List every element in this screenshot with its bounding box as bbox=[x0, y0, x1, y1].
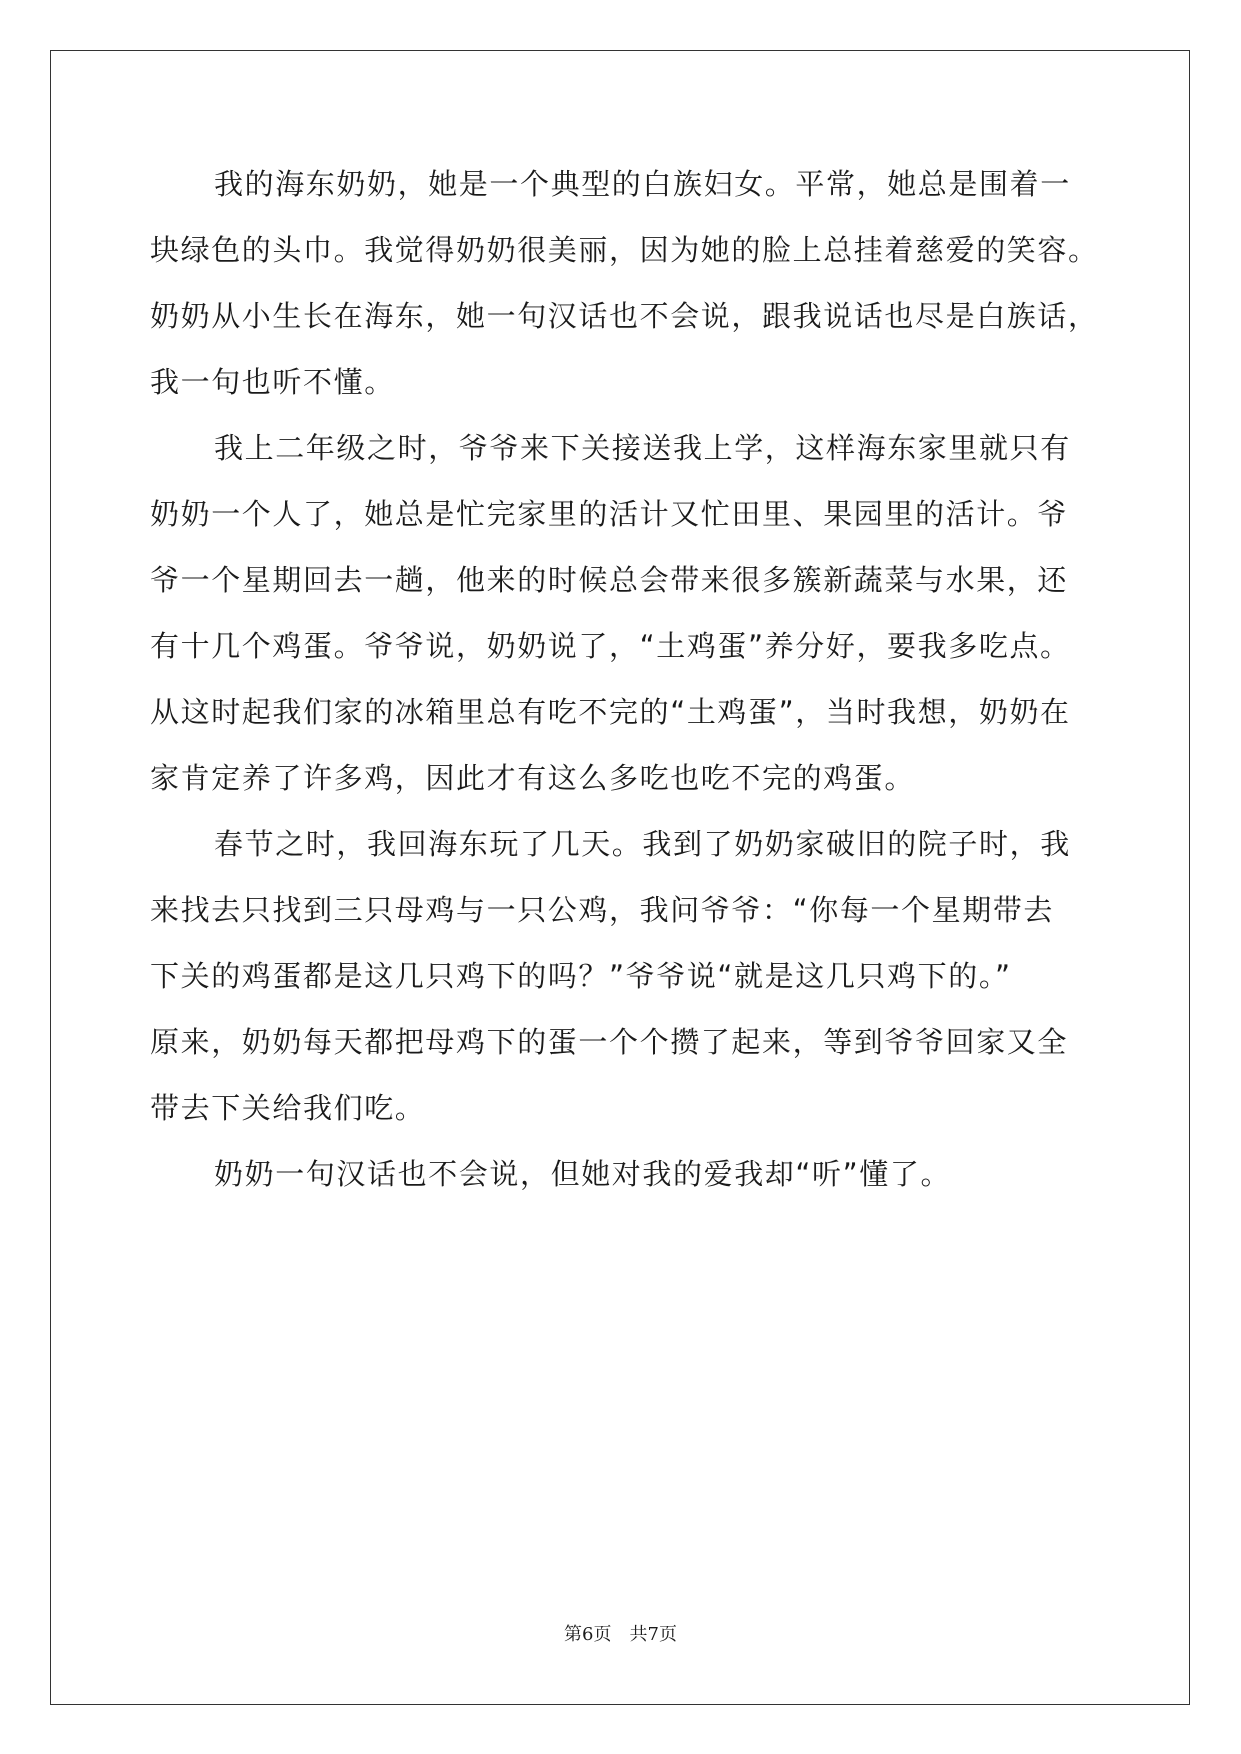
text-line: 来找去只找到三只母鸡与一只公鸡，我问爷爷：“你每一个星期带去 bbox=[150, 893, 1055, 927]
text-line: 我的海东奶奶，她是一个典型的白族妇女。平常，她总是围着一 bbox=[214, 167, 1071, 201]
text-line: 我一句也听不懂。 bbox=[150, 365, 395, 399]
page-number: 第6页 bbox=[564, 1624, 612, 1645]
text-line: 奶奶从小生长在海东，她一句汉话也不会说，跟我说话也尽是白族话， bbox=[150, 299, 1099, 333]
text-line: 我上二年级之时，爷爷来下关接送我上学，这样海东家里就只有 bbox=[214, 431, 1071, 465]
text-line: 奶奶一个人了，她总是忙完家里的活计又忙田里、果园里的活计。爷 bbox=[150, 497, 1069, 531]
page-footer bbox=[0, 1620, 1241, 1646]
paragraph-4 bbox=[150, 1150, 1090, 1216]
text-line: 有十几个鸡蛋。爷爷说，奶奶说了，“土鸡蛋”养分好，要我多吃点。 bbox=[150, 629, 1071, 663]
text-line: 下关的鸡蛋都是这几只鸡下的吗？”爷爷说“就是这几只鸡下的。” bbox=[150, 959, 1012, 993]
paragraph-2 bbox=[150, 424, 1090, 820]
paragraph-1 bbox=[150, 160, 1099, 424]
text-line: 家肯定养了许多鸡，因此才有这么多吃也吃不完的鸡蛋。 bbox=[150, 761, 916, 795]
text-line: 爷一个星期回去一趟，他来的时候总会带来很多簇新蔬菜与水果，还 bbox=[150, 563, 1069, 597]
text-line: 春节之时，我回海东玩了几天。我到了奶奶家破旧的院子时，我 bbox=[214, 827, 1071, 861]
page-total: 共7页 bbox=[629, 1624, 677, 1645]
document-body bbox=[150, 160, 1099, 1216]
text-line: 从这时起我们家的冰箱里总有吃不完的“土鸡蛋”，当时我想，奶奶在 bbox=[150, 695, 1071, 729]
text-line: 原来，奶奶每天都把母鸡下的蛋一个个攒了起来，等到爷爷回家又全 bbox=[150, 1025, 1069, 1059]
text-line: 奶奶一句汉话也不会说，但她对我的爱我却“听”懂了。 bbox=[214, 1157, 952, 1191]
text-line: 带去下关给我们吃。 bbox=[150, 1091, 426, 1125]
paragraph-3 bbox=[150, 820, 1090, 1150]
text-line: 块绿色的头巾。我觉得奶奶很美丽，因为她的脸上总挂着慈爱的笑容。 bbox=[150, 233, 1099, 267]
